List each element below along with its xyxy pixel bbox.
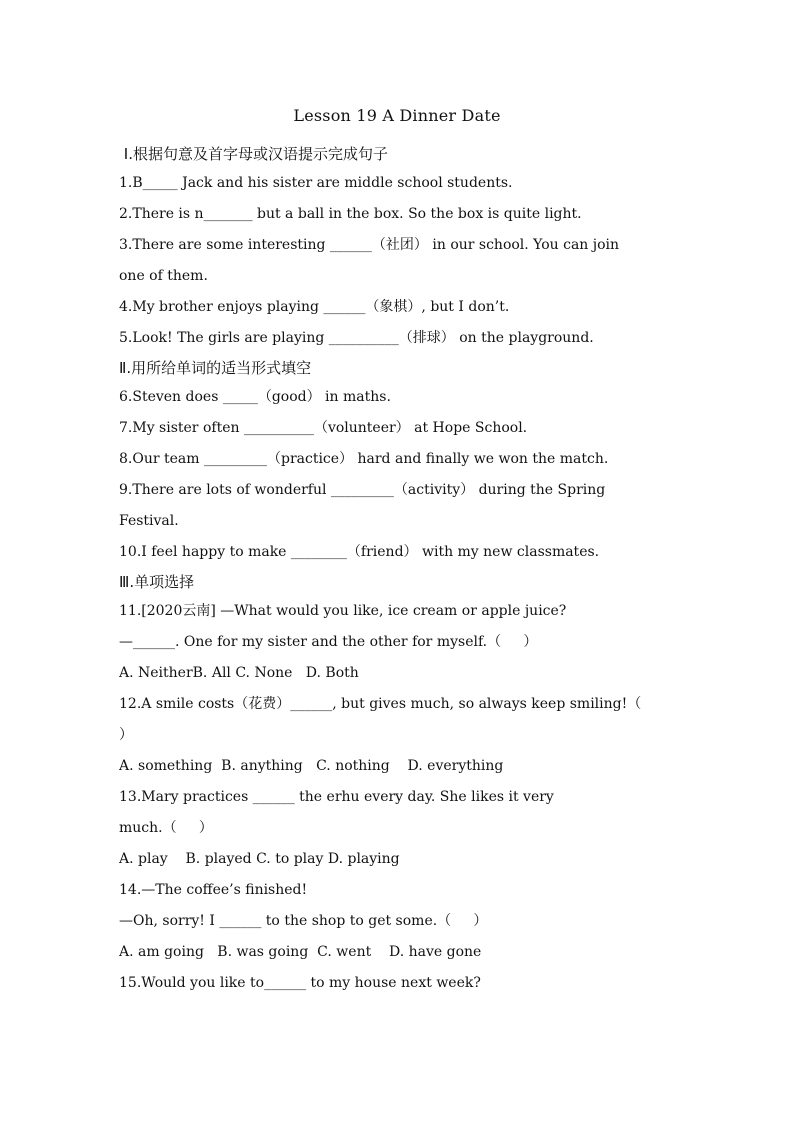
question-line: 12.A smile costs（花费）______, but gives much, so always keep smiling!（	[119, 696, 642, 712]
question-line: 6.Steven does _____（good） in maths.	[119, 389, 391, 405]
question-line: —______. One for my sister and the other for myself.（ ）	[119, 634, 538, 650]
question-line: 9.There are lots of wonderful _________（activity） during the Spring	[119, 482, 606, 498]
question-line: one of them.	[119, 268, 208, 284]
question-line: much.（ ）	[119, 820, 213, 836]
question-line: 11.[2020云南] —What would you like, ice cream or apple juice?	[119, 603, 567, 619]
question-line: —Oh, sorry! I ______ to the shop to get some.（ ）	[119, 913, 488, 929]
answer-options: A. something B. anything C. nothing D. everything	[119, 758, 504, 774]
question-line: ）	[119, 727, 133, 743]
question-line: 14.—The coffee’s finished!	[119, 882, 308, 898]
exercise-content	[119, 140, 679, 999]
question-line: 10.I feel happy to make ________（friend） with my new classmates.	[119, 544, 600, 560]
question-line: 7.My sister often __________（volunteer） at Hope School.	[119, 420, 528, 436]
answer-options: A. am going B. was going C. went D. have gone	[119, 944, 482, 960]
question-line: 2.There is n_______ but a ball in the box. So the box is quite light.	[119, 206, 582, 222]
question-line: 3.There are some interesting ______（社团） in our school. You can join	[119, 237, 620, 253]
section-heading: Ⅲ.单项选择	[119, 573, 195, 591]
question-line: 8.Our team _________（practice） hard and finally we won the match.	[119, 451, 609, 467]
question-line: 4.My brother enjoys playing ______（象棋）, but I don’t.	[119, 299, 510, 315]
section-heading: Ⅰ.根据句意及首字母或汉语提示完成句子	[119, 145, 388, 163]
question-line: Festival.	[119, 513, 179, 529]
page-title: Lesson 19 A Dinner Date	[293, 106, 501, 125]
question-line: 1.B_____ Jack and his sister are middle school students.	[119, 175, 513, 191]
answer-options: A. NeitherB. All C. None D. Both	[119, 665, 359, 681]
section-heading: Ⅱ.用所给单词的适当形式填空	[119, 359, 312, 377]
question-line: 15.Would you like to______ to my house next week?	[119, 975, 481, 991]
question-line: 13.Mary practices ______ the erhu every day. She likes it very	[119, 789, 554, 805]
question-line: 5.Look! The girls are playing __________（排球） on the playground.	[119, 330, 594, 346]
answer-options: A. play B. played C. to play D. playing	[119, 851, 400, 867]
